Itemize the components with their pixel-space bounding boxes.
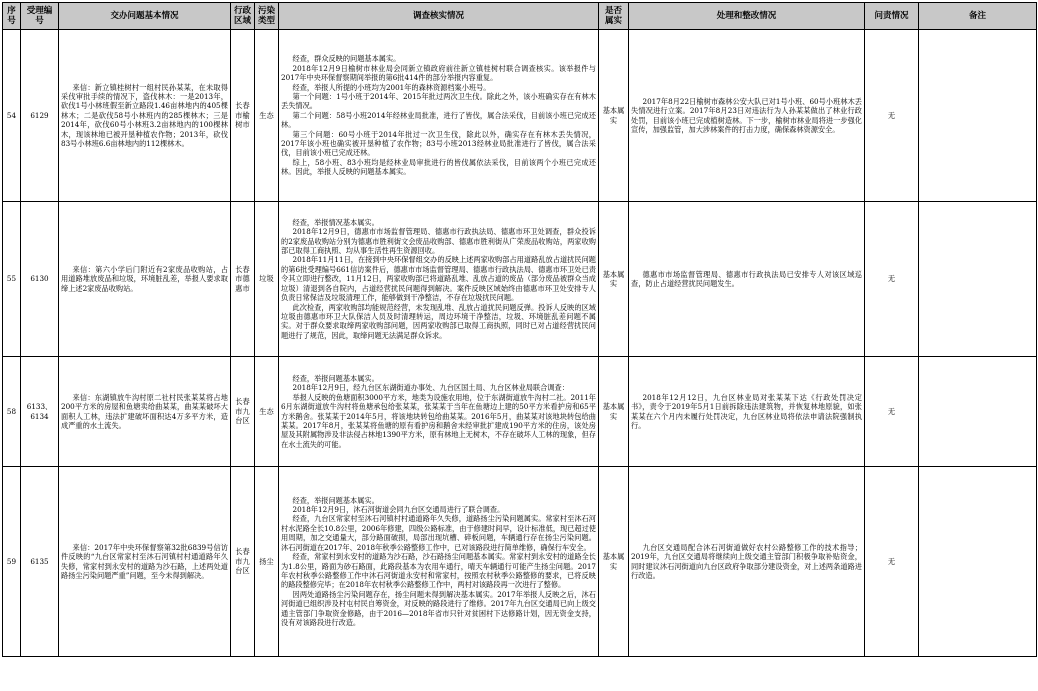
table-row — [3, 357, 1037, 467]
cell-seq: 55 — [3, 202, 21, 357]
cell-problem — [59, 467, 231, 657]
header-investigation: 调查核实情况 — [279, 3, 599, 30]
header-accountability: 问责情况 — [865, 3, 919, 30]
cell-problem — [59, 357, 231, 467]
problem-text: 来信：东湖镇放牛沟村原二社村民张某某将占地200平方米的房屋和鱼塘卖给曲某某，曲某某破坏大面积人工林，违法扩建破坏面积达4万多平方米，造成严重的水土流失。 — [61, 392, 228, 430]
handling-text: 德惠市市场监督管理局、德惠市行政执法局已安排专人对该区域巡查，防止占道经营扰民问题发生。 — [631, 269, 862, 288]
investigation-paragraph: 第三个问题：60号小班于2014年批过一次卫生伐，除此以外，确实存在有林木丢失情况，2017年该小班也确实被开垦种植了农作物；83号小班2013经林业局批准进行了皆伐，属合法采伐，目前该小班已完成还林。 — [281, 129, 596, 158]
handling-text: 九台区交通局配合沐石河街道做好农村公路整修工作的技术指导；2019年，九台区交通局将继续向上级交通主管部门积极争取补贴资金，同时建议沐石河街道向九台区政府争取部分建设资金，对上述两条道路进行改造。 — [631, 542, 862, 580]
header-region: 行政区域 — [231, 3, 255, 30]
cell-case-no: 6135 — [21, 467, 59, 657]
investigation-paragraph: 经查，举报问题基本属实。 — [292, 495, 379, 505]
cell-remarks — [919, 30, 1037, 202]
cell-case-no: 6130 — [21, 202, 59, 357]
investigation-paragraph: 2018年12月9日榆树市林业局会同新立镇政府前往新立镇桂树村联合调查核实。该举报件与2017年中央环保督察期间举报的第6批414件的部分举报内容重复。 — [281, 63, 596, 83]
header-remarks: 备注 — [919, 3, 1037, 30]
problem-text: 来信：第六小学后门附近有2家废品收购站，占用道路堆放废品和垃圾，环境脏乱差，举报人要求取缔上述2家废品收购站。 — [61, 264, 228, 293]
investigation-paragraph: 此次检查，两家收购部均能规范经营，未发现乱堆、乱放占道扰民问题反弹。投诉人反映的区域垃圾由德惠市环卫大队保洁人员及时清理转运，周边环境干净整洁，垃圾、环境脏乱差问题不属实。对于群众要求取缔两家收购部问题，因两家收购部已取得工商执照，同时已对占道经营扰民问题进行了规范，因此，取缔问题无法满足群众诉求。 — [281, 302, 596, 340]
handling-text: 2017年8月22日榆树市森林公安大队已对1号小班、60号小班林木丢失情况进行立案。2017年8月23日对违法行为人孙某某做出了林业行政处罚，目前该小班已完成植树造林。下一步，榆树市林业局将进一步强化宣传，加强监管，加大涉林案件的打击力度，确保森林资源安全。 — [631, 96, 862, 134]
cell-verified: 基本属实 — [599, 30, 629, 202]
header-verified: 是否属实 — [599, 3, 629, 30]
investigation-paragraph: 第二个问题：58号小班2014年经林业局批准，进行了皆伐，属合法采伐，目前该小班已完成还林。 — [281, 110, 596, 130]
cell-verified: 基本属实 — [599, 357, 629, 467]
cell-region: 长春市德惠市 — [231, 202, 255, 357]
problem-text: 来信：新立镇桂树村一组村民孙某某，在未取得采伐审批手续的情况下，盗伐林木：一是2013年，砍伐1号小林班假至新立路段1.46亩林地内的405棵林木；二是砍伐58号小林班内的285棵林木；三是2014年，砍伐60号小林班3.2亩林地内的100棵林木，现该林地已被开垦种植农作物；2013年，砍伐83号小林班6.6亩林地内的112棵林木。 — [61, 82, 228, 149]
investigation-paragraph: 举报人反映的鱼塘面积3000平方米，地类为设施农用地，位于东湖街道放牛沟村二社。2011年6月东湖街道放牛沟村将鱼塘承包给张某某，张某某于当年在鱼塘边上建的50平方米看护房和65平方米鹅舍。张某某于2014年5月，将该地块转包给曲某某。2016年5月，曲某某对该地块转包给曲某某。2017年8月，张某某将鱼塘的原有看护房和鹅舍未经审批扩建成190平方米的住房，该处房屋及其附属物涉及非法侵占林地1390平方米，原有林地上无树木，不存在破坏人工林的现象，但存在水土流失的可能。 — [281, 392, 596, 449]
cell-case-no: 6129 — [21, 30, 59, 202]
cell-region: 长春市九台区 — [231, 467, 255, 657]
cell-region: 长春市九台区 — [231, 357, 255, 467]
header-pollution: 污染类型 — [255, 3, 279, 30]
table-row — [3, 30, 1037, 202]
cell-problem — [59, 30, 231, 202]
investigation-paragraph: 2018年12月9日，经九台区东湖街道办事处、九台区国土局、九台区林业局联合调查： — [292, 383, 569, 393]
cell-verified: 基本属实 — [599, 202, 629, 357]
handling-text: 2018年12月12日，九台区林业局对张某某下达《行政处罚决定书》，责令于2019年5月1日前拆除违法建筑物，并恢复林地原貌，如张某某在六个月内未履行处罚决定，九台区林业局将依法申请法院强制执行。 — [631, 392, 862, 430]
cell-region: 长春市榆树市 — [231, 30, 255, 202]
cell-seq: 59 — [3, 467, 21, 657]
problem-text: 来信：2017年中央环保督察第32批6839号信访件反映的“九台区常家村至沐石河镇村村通道路年久失修，常家村到永安村的道路为沙石路，上述两处道路扬尘污染问题严重”问题，至今未得到解决。 — [61, 542, 228, 580]
investigation-paragraph: 经查，常家村到永安村的道路为沙石路，沙石路扬尘问题基本属实。常家村到永安村的道路全长为1.8公里，路面为砂石路面，此路段基本为农用车通行，晴天车辆通行可能产生扬尘问题。2017年农村秋季公路整修工作中沐石河街道永安村和常家村，按照农村秋季公路整修的要求，已将反映的路段整修完毕；在2018年农村秋季公路整修工作中，两村对该路段再一次进行了整修。 — [281, 552, 596, 590]
cell-accountability: 无 — [865, 467, 919, 657]
cell-pollution: 扬尘 — [255, 467, 279, 657]
header-seq: 序号 — [3, 3, 21, 30]
cell-accountability: 无 — [865, 357, 919, 467]
cell-remarks — [919, 467, 1037, 657]
cell-handling — [629, 467, 865, 657]
investigation-paragraph: 第一个问题：1号小班于2014年、2015年批过两次卫生伐。除此之外，该小班确实存在有林木丢失情况。 — [281, 91, 596, 111]
cell-remarks — [919, 357, 1037, 467]
investigation-paragraph: 经查，举报问题基本属实。 — [292, 373, 379, 383]
cell-pollution: 生态 — [255, 357, 279, 467]
cell-accountability: 无 — [865, 30, 919, 202]
cell-seq: 54 — [3, 30, 21, 202]
header-case-no: 受理编号 — [21, 3, 59, 30]
table-row — [3, 202, 1037, 357]
cell-investigation — [279, 30, 599, 202]
cell-handling — [629, 30, 865, 202]
table-row — [3, 467, 1037, 657]
cell-pollution: 垃圾 — [255, 202, 279, 357]
investigation-paragraph: 经查，群众反映的问题基本属实。 — [292, 54, 401, 64]
cell-seq: 58 — [3, 357, 21, 467]
investigation-paragraph: 经查，举报情况基本属实。 — [292, 217, 379, 227]
cell-problem — [59, 202, 231, 357]
cell-investigation — [279, 357, 599, 467]
header-handling: 处理和整改情况 — [629, 3, 865, 30]
investigation-paragraph: 经查，九台区常家村至沐石河镇村村通道路年久失修，道路扬尘污染问题属实。常家村至沐石河村水泥路全长10.8公里，2006年修建，四级公路标准，由于修建时间早，设计标准低，现已超过使用周期，加之交通量大，部分路面破损，局部出现坑槽、碎板问题，车辆通行存在扬尘污染问题。沐石河街道在2017年、2018年秋季公路整修工作中，已对该路段进行简单维修，确保行车安全。 — [281, 514, 596, 552]
investigation-paragraph: 因两处道路扬尘污染问题存在，扬尘问题未得到解决基本属实。2017年举报人反映之后，沐石河街道已组织涉及村屯村民自筹资金，对反映的路段进行了维修。2017年九台区交通局已向上级交通主管部门争取资金修路，由于2016—2018年省市只针对贫困村下达修路计划，因无资金支持，没有对该路段进行改造。 — [281, 589, 596, 627]
cell-investigation — [279, 467, 599, 657]
cell-pollution: 生态 — [255, 30, 279, 202]
cell-case-no: 6133、6134 — [21, 357, 59, 467]
cell-handling — [629, 202, 865, 357]
investigation-paragraph: 综上，58小班、83小班均是经林业局审批进行的皆伐属依法采伐，目前该两个小班已完成还林。因此，举报人反映的问题基本属实。 — [281, 157, 596, 177]
header-row — [3, 3, 1037, 30]
investigation-paragraph: 2018年12月9日，沐石河街道会同九台区交通局进行了联合调查。 — [292, 505, 505, 515]
cell-remarks — [919, 202, 1037, 357]
case-table — [2, 2, 1037, 657]
investigation-paragraph: 2018年11月11日，在接到中央环保督组交办的反映上述两家收购部占用道路乱放占道扰民问题的第6批受理编号661信访案件后，德惠市市场监督管理局、德惠市行政执法局、德惠市环卫处已责令其立即进行整改，11月12日，两家收购部已将道路乱堆、乱放占道的废品（部分废品被群众当成垃圾）清退到各自院内，占道经营扰民问题得到解决。案件反映区域始终由德惠市环卫处安排专人负责日常保洁及垃圾清理工作，能够做到干净整洁，不存在垃圾扰民问题。 — [281, 255, 596, 303]
investigation-paragraph: 经查，举报人所提的小班均为2001年的森林资源档案小班号。 — [292, 82, 491, 92]
header-problem: 交办问题基本情况 — [59, 3, 231, 30]
cell-accountability: 无 — [865, 202, 919, 357]
cell-verified: 基本属实 — [599, 467, 629, 657]
investigation-paragraph: 2018年12月9日，德惠市市场监督管理局、德惠市行政执法局、德惠市环卫处调查，群众投诉的2家废品收购站分别为德惠市胜利街文会废品收购部、德惠市胜利街从广荣废品收购站，两家收购部已取得工商执照、均从事生活性再生资源回收。 — [281, 227, 596, 256]
cell-investigation — [279, 202, 599, 357]
cell-handling — [629, 357, 865, 467]
